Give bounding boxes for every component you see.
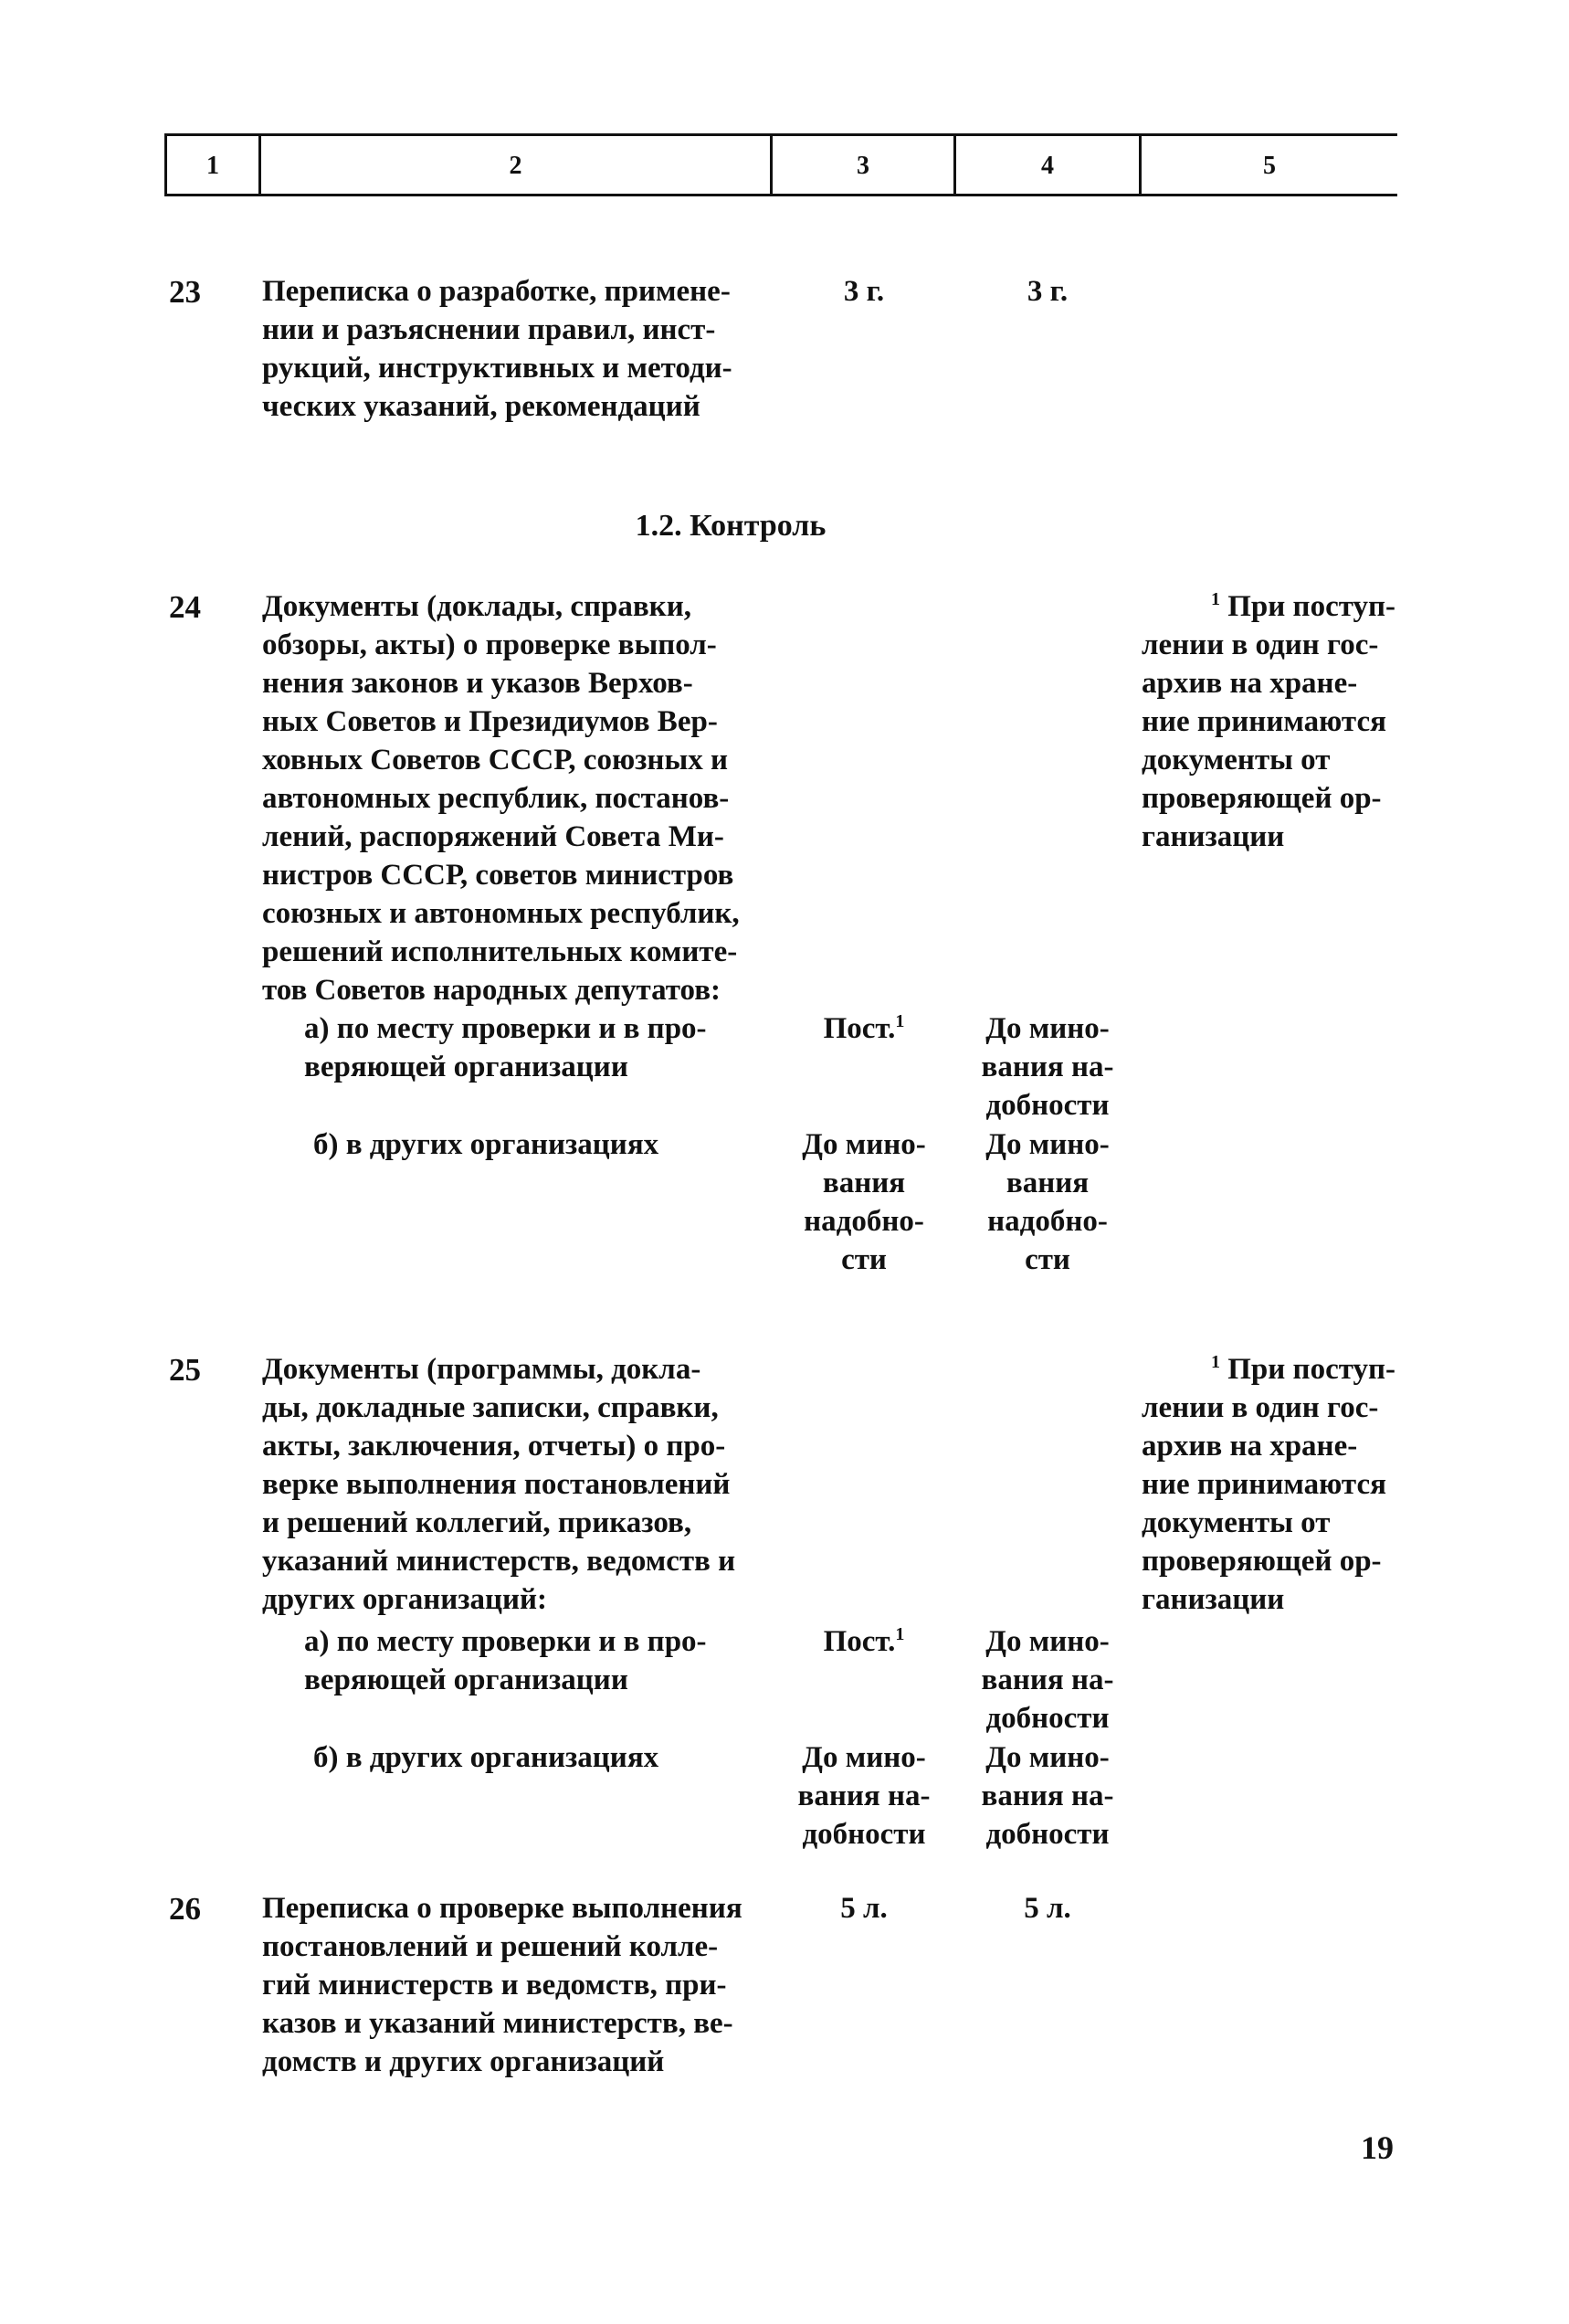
entry-note: $^1$ При поступ- лении в один гос- архив на хране- ние принимаются документы от проверяющей ор- ганизации xyxy=(1142,1352,1395,1616)
retention-col4: 3 г. xyxy=(1027,275,1069,308)
entry-subitem-b: б) в других организациях xyxy=(313,1128,659,1161)
page-number: 19 xyxy=(1361,2129,1394,2166)
retention-col4: 5 л. xyxy=(1024,1892,1071,1925)
section-heading: 1.2. Контроль xyxy=(635,509,827,543)
entry-description: Переписка о проверке выполнения постановлений и решений колле- гий министерств и ведомств, при- казов и указаний министерств, ве- домств и других организаций xyxy=(262,1892,742,2078)
footnote-mark: 1 xyxy=(1211,589,1221,609)
retention-col4: До мино- вания на- добности xyxy=(981,1741,1114,1851)
footnote-mark: 1 xyxy=(895,1011,905,1031)
retention-col3: Пост.$^1$ xyxy=(823,1624,905,1658)
retention-col3: 3 г. xyxy=(843,275,885,308)
column-number: 5 xyxy=(1263,152,1276,180)
entry-subitem-b: б) в других организациях xyxy=(313,1741,659,1774)
retention-col3: Пост.$^1$ xyxy=(823,1011,905,1045)
entry-note: $^1$ При поступ- лении в один гос- архив на хране- ние принимаются документы от проверяющей ор- ганизации xyxy=(1142,589,1395,853)
entry-description: Документы (программы, докла- ды, докладные записки, справки, акты, заключения, отчеты) о про- верке выполнения постановлений и решений коллегий, приказов, указаний министерств, ведомств и других организаций: xyxy=(262,1353,736,1616)
retention-col3: 5 л. xyxy=(840,1892,888,1925)
retention-col4: До мино- вания надобно- сти xyxy=(985,1128,1110,1276)
footnote-mark: 1 xyxy=(895,1624,905,1644)
entry-description: Документы (доклады, справки, обзоры, акты) о проверке выпол- нения законов и указов Верхов- ных Советов и Президиумов Вер- ховных Советов СССР, союзных и автономных республик, постанов- лений, распоряжений Совета Ми- нистров СССР, советов министров союзных и автономных республик, решений исполнительных комите- тов Советов народных депутатов: xyxy=(262,590,740,1007)
retention-col3: До мино- вания на- добности xyxy=(797,1741,931,1851)
entry-description: Переписка о разработке, примене- нии и разъяснении правил, инст- рукций, инструктивных и методи- ческих указаний, рекомендаций xyxy=(262,275,732,423)
entry-subitem-a: а) по месту проверки и в про- веряющей организации xyxy=(304,1625,707,1696)
column-number: 1 xyxy=(206,152,219,180)
column-number: 4 xyxy=(1041,152,1054,180)
entry-number: 25 xyxy=(169,1352,201,1388)
header-rule-bottom xyxy=(164,194,1397,196)
entry-number: 26 xyxy=(169,1891,201,1927)
entry-number: 24 xyxy=(169,589,201,625)
retention-col4: До мино- вания на- добности xyxy=(981,1625,1114,1735)
entry-subitem-a: а) по месту проверки и в про- веряющей организации xyxy=(304,1012,707,1083)
entry-number: 23 xyxy=(169,274,201,310)
header-rule-top xyxy=(164,133,1397,136)
column-number: 3 xyxy=(857,152,869,180)
retention-col4: До мино- вания на- добности xyxy=(981,1012,1114,1122)
retention-col3: До мино- вания надобно- сти xyxy=(802,1128,926,1276)
footnote-mark: 1 xyxy=(1211,1352,1221,1372)
column-number: 2 xyxy=(509,152,522,180)
